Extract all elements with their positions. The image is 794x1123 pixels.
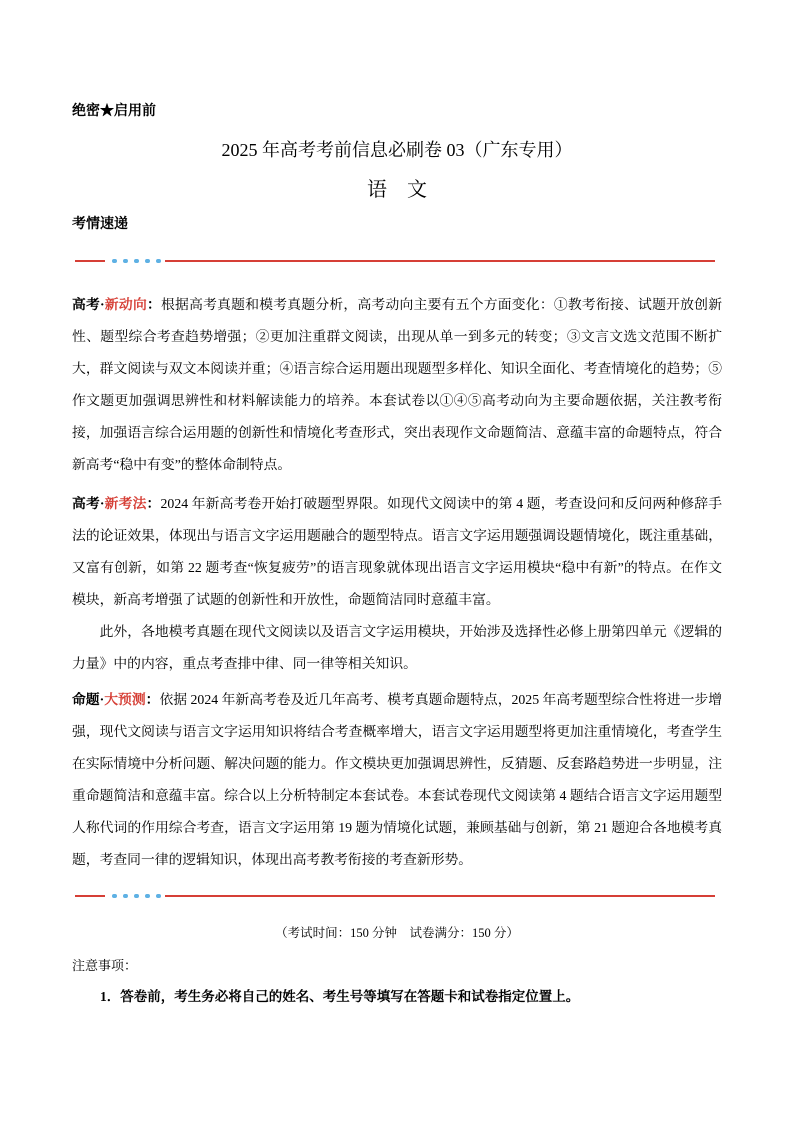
paragraph-body: 根据高考真题和模考真题分析，高考动向主要有五个方面变化：①教考衔接、试题开放创新性、题型综合考查趋势增强；②更加注重群文阅读，出现从单一到多元的转变；③文言文选文范围不断扩大，群文阅读与双文本阅读并重；④语言综合运用题出现题型多样化、知识全面化、考查情境化的趋势；⑤作文题更加强调思辨性和材料解读能力的培养。本套试卷以①④⑤高考动向为主要命题依据，关注教考衔接，加强语言综合运用题的创新性和情境化考查形式，突出表现作文命题简洁、意蕴丰富的命题特点，符合新高考“稳中有变”的整体命制特点。 bbox=[72, 297, 723, 472]
decorative-divider bbox=[0, 893, 794, 899]
divider-line-right bbox=[165, 895, 715, 897]
divider-line-left bbox=[75, 895, 105, 897]
paragraph-highlight: 新考法 bbox=[104, 496, 147, 511]
paper-title: 2025 年高考考前信息必刷卷 03（广东专用） bbox=[221, 140, 573, 160]
decorative-divider bbox=[0, 258, 794, 264]
divider-dot bbox=[145, 894, 150, 899]
paragraph-highlight: 大预测 bbox=[104, 692, 146, 707]
paragraph-highlight: 新动向 bbox=[104, 297, 147, 312]
divider-dot bbox=[145, 259, 150, 264]
paragraph-prefix: 高考· bbox=[72, 297, 105, 312]
paragraph-colon: ： bbox=[146, 496, 161, 511]
divider-dot bbox=[134, 894, 139, 899]
exam-info: （考试时间：150 分钟 试卷满分：150 分） bbox=[275, 926, 519, 940]
paragraph-prefix: 命题· bbox=[72, 692, 105, 707]
subject-title: 语 文 bbox=[367, 179, 427, 201]
divider-line-right bbox=[165, 260, 715, 262]
notes-item: 1．答卷前，考生务必将自己的姓名、考生号等填写在答题卡和试卷指定位置上。 bbox=[100, 989, 580, 1004]
confidential-label: 绝密★启用前 bbox=[72, 104, 156, 119]
divider-dot bbox=[156, 894, 161, 899]
divider-dot bbox=[112, 259, 117, 264]
paragraph-prefix: 高考· bbox=[72, 496, 105, 511]
paragraph-colon: ： bbox=[145, 692, 160, 707]
divider-dot bbox=[123, 259, 128, 264]
paragraph-additional bbox=[72, 616, 722, 680]
divider-line-left bbox=[75, 260, 105, 262]
divider-dot bbox=[156, 259, 161, 264]
notes-heading: 注意事项： bbox=[72, 958, 138, 973]
divider-dot bbox=[123, 894, 128, 899]
paragraph-colon: ： bbox=[147, 297, 162, 312]
section-heading: 考情速递 bbox=[72, 217, 128, 232]
paragraph-body: 2024 年新高考卷开始打破题型界限。如现代文阅读中的第 4 题，考查设问和反问两种修辞手法的论证效果，体现出与语言文字运用题融合的题型特点。语言文字运用题强调设题情境化，既注重基础，又富有创新，如第 22 题考查“恢复疲劳”的语言现象就体现出语言文字运用模块“稳中有新”的特点。在作文模块，新高考增强了试题的创新性和开放性，命题简洁同时意蕴丰富。 bbox=[72, 496, 723, 607]
paragraph-new-trend bbox=[72, 289, 722, 481]
paragraph-body: 依据 2024 年新高考卷及近几年高考、模考真题命题特点，2025 年高考题型综合性将进一步增强，现代文阅读与语言文字运用知识将结合考查概率增大，语言文字运用题型将更加注重情境化，考查学生在实际情境中分析问题、解决问题的能力。作文模块更加强调思辨性，反猜题、反套路趋势进一步明显，注重命题简洁和意蕴丰富。综合以上分析特制定本套试卷。本套试卷现代文阅读第 4 题结合语言文字运用题型人称代词的作用综合考查，语言文字运用第 19 题为情境化试题，兼顾基础与创新，第 21 题迎合各地模考真题，考查同一律的逻辑知识，体现出高考教考衔接的考查新形势。 bbox=[72, 692, 723, 867]
divider-dot bbox=[112, 894, 117, 899]
paragraph-prediction bbox=[72, 684, 722, 876]
divider-dot bbox=[134, 259, 139, 264]
paragraph-new-method bbox=[72, 488, 722, 616]
paragraph-body: 此外，各地模考真题在现代文阅读以及语言文字运用模块，开始涉及选择性必修上册第四单元《逻辑的力量》中的内容，重点考查排中律、同一律等相关知识。 bbox=[72, 624, 722, 671]
